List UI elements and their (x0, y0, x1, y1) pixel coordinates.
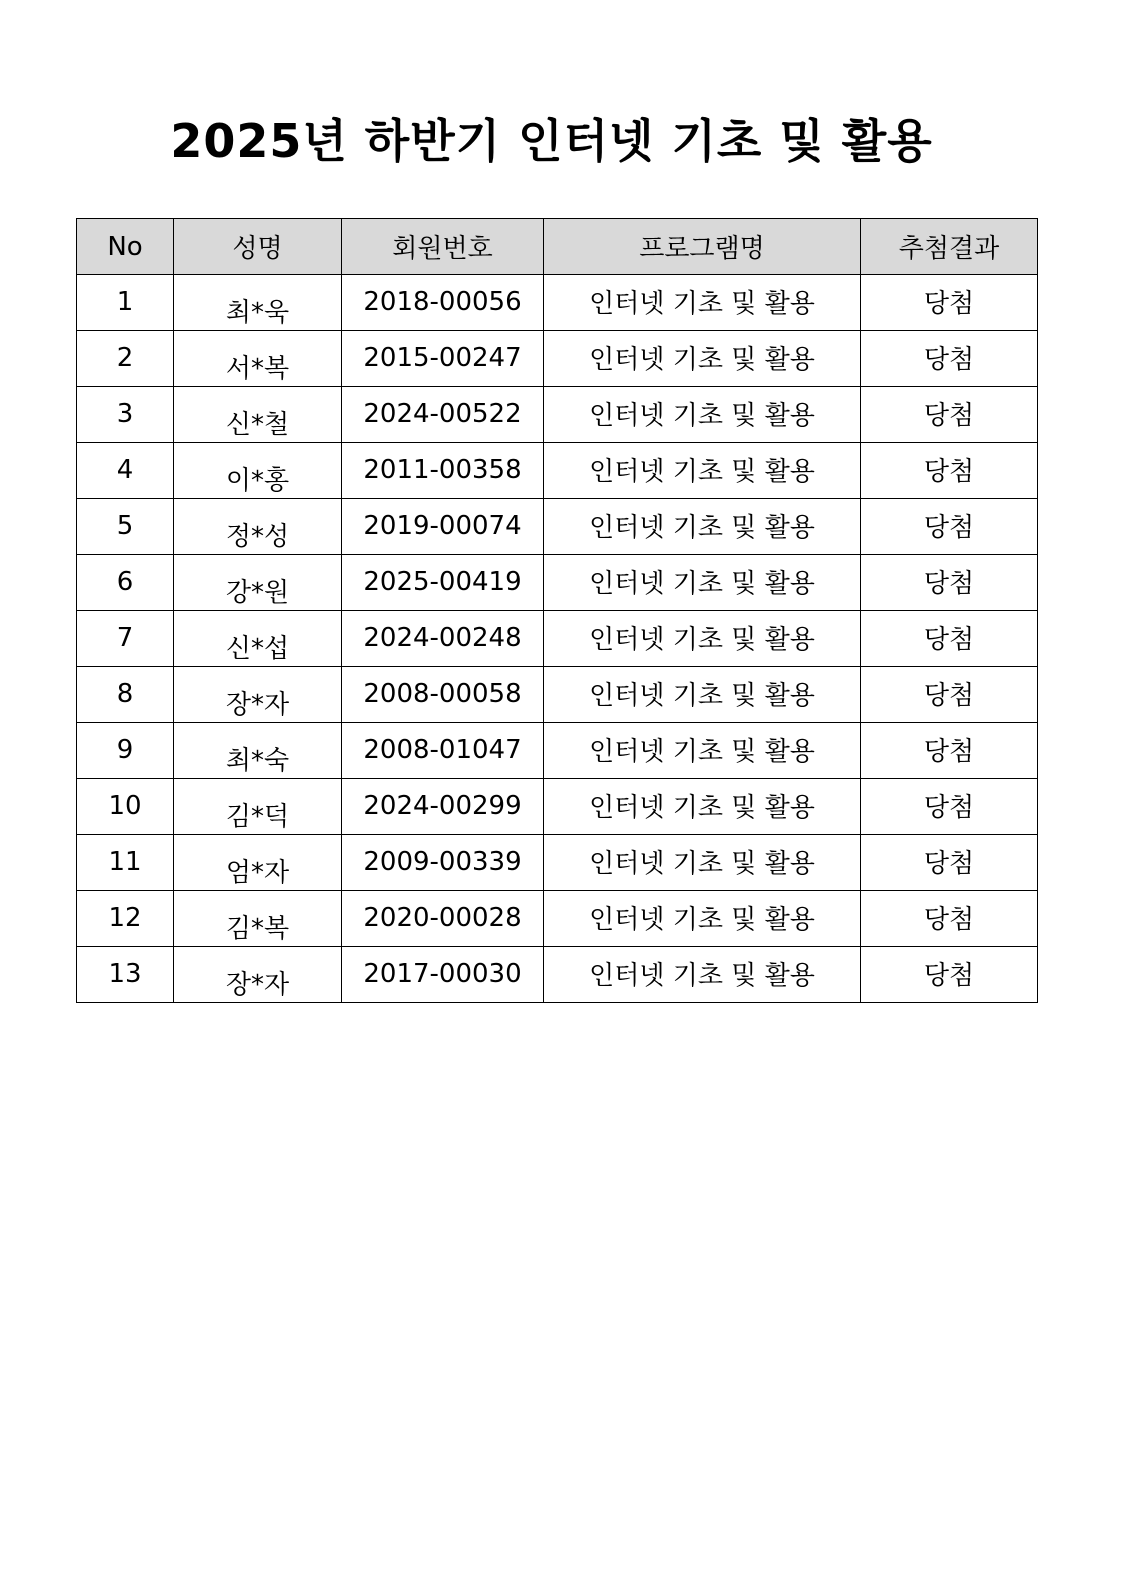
table-row (77, 555, 1038, 611)
row-no: 5 (116, 510, 134, 541)
row-no: 12 (108, 902, 142, 933)
row-name-cell (174, 667, 342, 723)
row-name-cell (174, 891, 342, 947)
table-row (77, 891, 1038, 947)
row-program: 인터넷 기초 및 활용 (589, 345, 815, 375)
row-result-cell (861, 891, 1038, 947)
row-name-cell (174, 443, 342, 499)
row-no-cell (77, 891, 174, 947)
row-name-cell (174, 947, 342, 1003)
row-no-cell (77, 387, 174, 443)
row-result-cell (861, 723, 1038, 779)
row-name-cell (174, 723, 342, 779)
row-program-cell (544, 835, 861, 891)
row-result-cell (861, 947, 1038, 1003)
row-program: 인터넷 기초 및 활용 (589, 401, 815, 431)
row-result: 당첨 (923, 457, 975, 487)
row-name: 신*섭 (225, 634, 290, 664)
row-no: 7 (116, 622, 134, 653)
row-member-no: 2024-00248 (363, 622, 522, 653)
header-name: 성명 (174, 219, 342, 275)
table-row (77, 499, 1038, 555)
row-member-no: 2008-01047 (363, 734, 522, 765)
row-result-cell (861, 555, 1038, 611)
row-result-cell (861, 275, 1038, 331)
row-result: 당첨 (923, 681, 975, 711)
row-name: 장*자 (225, 970, 290, 1000)
row-no: 8 (116, 678, 134, 709)
row-member-no: 2017-00030 (363, 958, 522, 989)
row-result: 당첨 (923, 905, 975, 935)
row-member-no-cell (342, 611, 544, 667)
row-name: 장*자 (225, 690, 290, 720)
row-name-cell (174, 779, 342, 835)
row-no: 1 (116, 286, 134, 317)
table-row (77, 947, 1038, 1003)
row-member-no-cell (342, 891, 544, 947)
row-program: 인터넷 기초 및 활용 (589, 793, 815, 823)
row-no-cell (77, 667, 174, 723)
row-result: 당첨 (923, 569, 975, 599)
row-member-no: 2008-00058 (363, 678, 522, 709)
row-result-cell (861, 835, 1038, 891)
row-name: 신*철 (225, 410, 290, 440)
header-no: No (77, 219, 174, 275)
row-member-no-cell (342, 275, 544, 331)
row-member-no: 2018-00056 (363, 286, 522, 317)
row-result-cell (861, 667, 1038, 723)
row-program: 인터넷 기초 및 활용 (589, 513, 815, 543)
row-name: 엄*자 (225, 858, 290, 888)
row-result-cell (861, 331, 1038, 387)
table-row (77, 667, 1038, 723)
row-program-cell (544, 891, 861, 947)
row-name: 김*복 (225, 914, 290, 944)
row-result: 당첨 (923, 849, 975, 879)
row-program-cell (544, 443, 861, 499)
table-row (77, 835, 1038, 891)
row-result: 당첨 (923, 401, 975, 431)
row-member-no-cell (342, 723, 544, 779)
row-no: 13 (108, 958, 142, 989)
row-program: 인터넷 기초 및 활용 (589, 905, 815, 935)
row-program-cell (544, 947, 861, 1003)
row-program: 인터넷 기초 및 활용 (589, 457, 815, 487)
row-result: 당첨 (923, 793, 975, 823)
row-no-cell (77, 835, 174, 891)
row-result-cell (861, 779, 1038, 835)
row-result-cell (861, 611, 1038, 667)
row-program-cell (544, 331, 861, 387)
table-row (77, 443, 1038, 499)
row-no: 3 (116, 398, 134, 429)
row-member-no: 2011-00358 (363, 454, 522, 485)
row-member-no: 2019-00074 (363, 510, 522, 541)
row-result-cell (861, 499, 1038, 555)
table-row (77, 779, 1038, 835)
header-row (77, 219, 1038, 275)
row-no-cell (77, 555, 174, 611)
row-result-cell (861, 443, 1038, 499)
row-name-cell (174, 331, 342, 387)
row-member-no-cell (342, 443, 544, 499)
row-no: 9 (116, 734, 134, 765)
row-result-cell (861, 387, 1038, 443)
table-body (77, 275, 1038, 1003)
row-member-no: 2020-00028 (363, 902, 522, 933)
row-member-no-cell (342, 387, 544, 443)
row-name-cell (174, 387, 342, 443)
header-program: 프로그램명 (544, 219, 861, 275)
row-member-no: 2024-00299 (363, 790, 522, 821)
row-program-cell (544, 667, 861, 723)
table-row (77, 275, 1038, 331)
table-row (77, 723, 1038, 779)
row-member-no-cell (342, 667, 544, 723)
table-row (77, 611, 1038, 667)
row-member-no: 2009-00339 (363, 846, 522, 877)
row-no-cell (77, 275, 174, 331)
row-result: 당첨 (923, 737, 975, 767)
row-program-cell (544, 387, 861, 443)
row-result: 당첨 (923, 625, 975, 655)
row-name-cell (174, 555, 342, 611)
header-result: 추첨결과 (861, 219, 1038, 275)
page-title: 2025년 하반기 인터넷 기초 및 활용 (170, 113, 933, 168)
row-name: 이*홍 (225, 466, 290, 496)
header-member-no: 회원번호 (342, 219, 544, 275)
row-program: 인터넷 기초 및 활용 (589, 289, 815, 319)
row-name-cell (174, 275, 342, 331)
row-member-no-cell (342, 835, 544, 891)
row-name: 최*숙 (225, 746, 290, 776)
row-no: 2 (116, 342, 134, 373)
row-name: 강*원 (225, 578, 290, 608)
row-program-cell (544, 555, 861, 611)
row-program: 인터넷 기초 및 활용 (589, 961, 815, 991)
row-name-cell (174, 611, 342, 667)
row-no-cell (77, 779, 174, 835)
row-result: 당첨 (923, 345, 975, 375)
row-no: 10 (108, 790, 142, 821)
table-row (77, 387, 1038, 443)
row-name: 서*복 (225, 354, 290, 384)
row-member-no-cell (342, 779, 544, 835)
row-member-no: 2024-00522 (363, 398, 522, 429)
row-member-no: 2025-00419 (363, 566, 522, 597)
row-program: 인터넷 기초 및 활용 (589, 737, 815, 767)
row-program: 인터넷 기초 및 활용 (589, 681, 815, 711)
row-name: 정*성 (225, 522, 290, 552)
row-member-no-cell (342, 947, 544, 1003)
table-row (77, 331, 1038, 387)
row-program-cell (544, 723, 861, 779)
row-no-cell (77, 499, 174, 555)
results-table (76, 218, 1038, 1003)
row-name: 김*덕 (225, 802, 290, 832)
row-no-cell (77, 331, 174, 387)
row-member-no: 2015-00247 (363, 342, 522, 373)
row-program-cell (544, 499, 861, 555)
row-program: 인터넷 기초 및 활용 (589, 849, 815, 879)
row-name-cell (174, 835, 342, 891)
row-no-cell (77, 443, 174, 499)
row-program: 인터넷 기초 및 활용 (589, 625, 815, 655)
row-program: 인터넷 기초 및 활용 (589, 569, 815, 599)
table-header (77, 219, 1038, 275)
row-program-cell (544, 779, 861, 835)
row-program-cell (544, 275, 861, 331)
row-result: 당첨 (923, 961, 975, 991)
row-result: 당첨 (923, 513, 975, 543)
row-member-no-cell (342, 555, 544, 611)
row-name-cell (174, 499, 342, 555)
row-no-cell (77, 611, 174, 667)
row-name: 최*욱 (225, 298, 290, 328)
row-no-cell (77, 947, 174, 1003)
row-program-cell (544, 611, 861, 667)
row-result: 당첨 (923, 289, 975, 319)
row-no: 11 (108, 846, 142, 877)
row-no-cell (77, 723, 174, 779)
row-member-no-cell (342, 499, 544, 555)
row-no: 4 (116, 454, 134, 485)
row-member-no-cell (342, 331, 544, 387)
row-no: 6 (116, 566, 134, 597)
